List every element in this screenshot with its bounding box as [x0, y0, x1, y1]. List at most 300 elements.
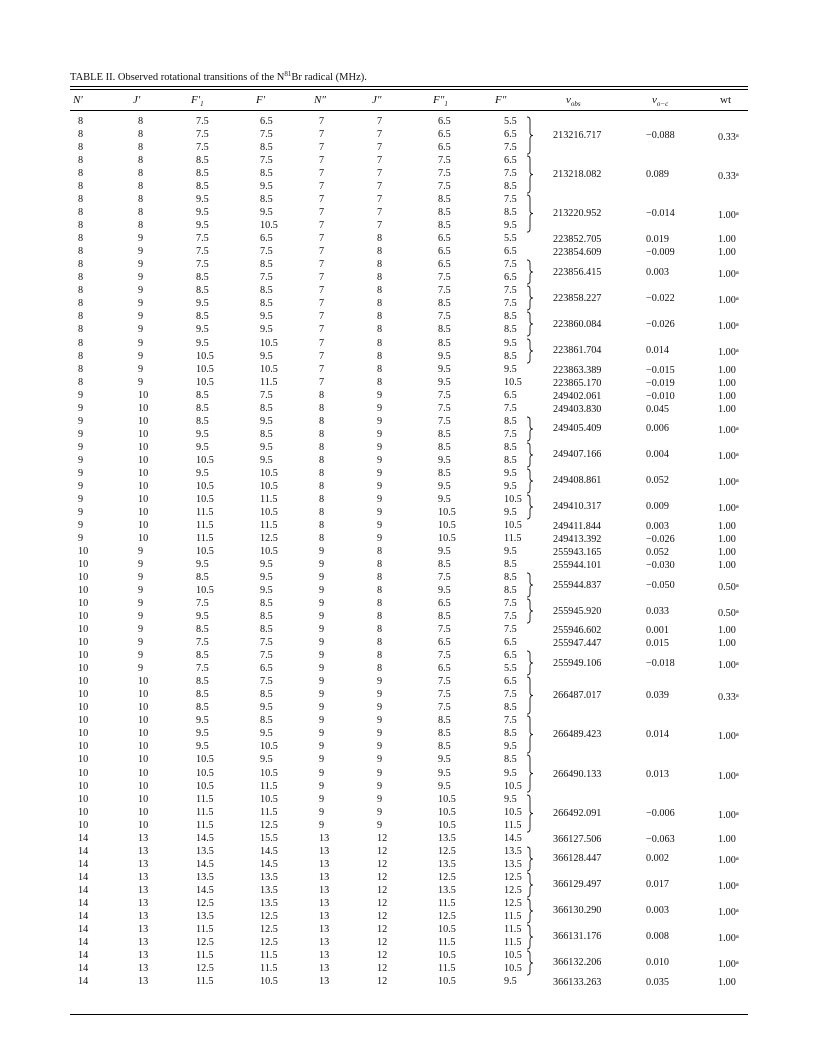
grouping-brace — [526, 339, 534, 363]
cell-f-lower: 9.5 — [504, 363, 517, 375]
cell-f1-upper: 7.5 — [196, 259, 209, 271]
cell-n-lower: 7 — [319, 272, 325, 284]
cell-n-lower: 8 — [319, 389, 325, 401]
cell-j-upper: 10 — [138, 441, 149, 453]
nu-obs-value: 266489.423 — [553, 729, 602, 741]
cell-f1-upper: 14.5 — [196, 858, 214, 870]
cell-j-upper: 13 — [138, 858, 149, 870]
cell-f1-lower: 9.5 — [438, 545, 451, 557]
cell-j-lower: 7 — [377, 194, 383, 206]
cell-n-lower: 13 — [319, 832, 330, 844]
cell-n-lower: 9 — [319, 793, 325, 805]
cell-n-upper: 14 — [78, 871, 89, 883]
grouping-brace — [526, 156, 534, 193]
table-row — [70, 741, 748, 752]
cell-f-lower: 8.5 — [504, 181, 517, 193]
cell-n-lower: 8 — [319, 480, 325, 492]
nu-o-c-value: 0.014 — [646, 345, 669, 357]
cell-f-upper: 9.5 — [260, 754, 273, 766]
cell-f-lower: 8.5 — [504, 311, 517, 323]
cell-f-upper: 8.5 — [260, 142, 273, 154]
nu-o-c-value: 0.010 — [646, 957, 669, 969]
cell-n-upper: 10 — [78, 572, 89, 584]
cell-f-upper: 11.5 — [260, 519, 278, 531]
cell-n-lower: 9 — [319, 611, 325, 623]
cell-f-upper: 9.5 — [260, 350, 273, 362]
cell-f-lower: 11.5 — [504, 923, 522, 935]
weight-value: 1.00 — [718, 560, 736, 572]
cell-f-upper: 8.5 — [260, 715, 273, 727]
nu-o-c-value: 0.014 — [646, 729, 669, 741]
cell-n-upper: 9 — [78, 506, 84, 518]
cell-f1-upper: 11.5 — [196, 506, 214, 518]
cell-f-lower: 8.5 — [504, 728, 517, 740]
cell-n-lower: 9 — [319, 806, 325, 818]
cell-f1-lower: 8.5 — [438, 611, 451, 623]
cell-f-upper: 11.5 — [260, 780, 278, 792]
cell-f1-upper: 13.5 — [196, 845, 214, 857]
cell-f-upper: 9.5 — [260, 324, 273, 336]
cell-j-upper: 8 — [138, 168, 144, 180]
weight-value: 1.00 — [718, 547, 736, 558]
cell-n-upper: 14 — [78, 884, 89, 896]
cell-j-upper: 13 — [138, 923, 149, 935]
nu-o-c-value: −0.015 — [646, 364, 675, 376]
header-j-upper: J′ — [133, 94, 141, 106]
nu-obs-value: 249405.409 — [553, 423, 602, 435]
footnote-mark: a — [735, 210, 739, 218]
cell-n-upper: 8 — [78, 246, 84, 258]
nu-obs-value: 255945.920 — [553, 605, 602, 617]
cell-j-upper: 10 — [138, 767, 149, 779]
cell-f1-upper: 9.5 — [196, 220, 209, 232]
nu-o-c-value: 0.033 — [646, 605, 669, 617]
cell-f1-upper: 7.5 — [196, 129, 209, 141]
cell-f-lower: 11.5 — [504, 936, 522, 948]
cell-j-lower: 8 — [377, 311, 383, 323]
footnote-mark: a — [735, 907, 739, 915]
cell-n-upper: 8 — [78, 376, 84, 388]
cell-f-upper: 6.5 — [260, 233, 273, 245]
cell-n-upper: 14 — [78, 845, 89, 857]
cell-n-lower: 7 — [319, 324, 325, 336]
cell-n-lower: 7 — [319, 233, 325, 245]
cell-f-lower: 7.5 — [504, 402, 517, 414]
cell-j-upper: 10 — [138, 715, 149, 727]
cell-n-upper: 10 — [78, 754, 89, 766]
cell-j-lower: 9 — [377, 389, 383, 401]
nu-obs-value: 213216.717 — [553, 130, 602, 142]
cell-f-lower: 9.5 — [504, 337, 517, 349]
bottom-rule — [70, 1014, 748, 1015]
cell-f-upper: 10.5 — [260, 767, 278, 779]
cell-f1-lower: 10.5 — [438, 923, 456, 935]
footnote-mark: a — [735, 425, 739, 433]
cell-j-upper: 9 — [138, 363, 144, 375]
grouping-brace — [526, 599, 534, 623]
weight-value: 1.00 — [718, 520, 736, 532]
cell-n-upper: 10 — [78, 624, 89, 636]
cell-j-lower: 12 — [377, 858, 388, 870]
nu-obs-value: 366128.447 — [553, 853, 602, 865]
cell-j-upper: 13 — [138, 936, 149, 948]
cell-f1-lower: 9.5 — [438, 454, 451, 466]
cell-f-upper: 9.5 — [260, 441, 273, 453]
cell-n-upper: 8 — [78, 324, 84, 336]
cell-f1-upper: 8.5 — [196, 311, 209, 323]
footnote-mark: a — [735, 268, 739, 276]
weight-value: 1.00$^a$ — [718, 477, 739, 489]
cell-n-lower: 9 — [319, 819, 325, 831]
nu-obs-value: 266492.091 — [553, 807, 602, 819]
cell-n-lower: 9 — [319, 663, 325, 675]
nu-o-c-value: 0.013 — [646, 768, 669, 780]
nu-obs-value: 213220.952 — [553, 208, 602, 220]
nu-o-c-value: 0.001 — [646, 625, 669, 637]
nu-obs-value: 366130.290 — [553, 905, 602, 917]
footnote-mark: a — [735, 770, 739, 778]
cell-n-upper: 9 — [78, 415, 84, 427]
nu-obs-value: 223863.389 — [553, 364, 602, 376]
cell-f1-upper: 10.5 — [196, 767, 214, 779]
cell-f1-lower: 6.5 — [438, 598, 451, 610]
cell-j-lower: 8 — [377, 324, 383, 336]
cell-j-lower: 12 — [377, 871, 388, 883]
grouping-brace — [526, 286, 534, 310]
table-row — [70, 220, 748, 231]
cell-j-lower: 9 — [377, 519, 383, 531]
cell-f1-upper: 7.5 — [196, 637, 209, 649]
cell-f-upper: 11.5 — [260, 493, 278, 505]
cell-n-lower: 9 — [319, 545, 325, 557]
header-n-upper: N′ — [73, 94, 83, 106]
footnote-mark: a — [735, 451, 739, 459]
cell-f1-lower: 10.5 — [438, 975, 456, 987]
cell-f-upper: 10.5 — [260, 506, 278, 518]
weight-value: 1.00$^a$ — [718, 503, 739, 515]
cell-n-upper: 10 — [78, 819, 89, 831]
cell-f1-upper: 12.5 — [196, 897, 214, 909]
footnote-mark: a — [735, 607, 739, 615]
caption-suffix: Br radical (MHz). — [291, 72, 367, 83]
cell-f-upper: 8.5 — [260, 298, 273, 310]
cell-n-upper: 14 — [78, 949, 89, 961]
cell-n-lower: 9 — [319, 585, 325, 597]
nu-o-c-value: 0.002 — [646, 853, 669, 865]
cell-n-lower: 13 — [319, 936, 330, 948]
cell-f-upper: 6.5 — [260, 116, 273, 127]
cell-j-lower: 9 — [377, 454, 383, 466]
cell-f1-upper: 10.5 — [196, 376, 214, 388]
weight-value: 1.00$^a$ — [718, 347, 739, 359]
cell-f-lower: 9.5 — [504, 480, 517, 492]
cell-n-upper: 8 — [78, 337, 84, 349]
cell-f1-upper: 8.5 — [196, 181, 209, 193]
nu-o-c-value: −0.026 — [646, 318, 675, 330]
cell-f-lower: 10.5 — [504, 493, 522, 505]
cell-f-upper: 9.5 — [260, 585, 273, 597]
cell-j-lower: 9 — [377, 493, 383, 505]
weight-value: 1.00 — [718, 638, 736, 650]
header-f-lower: F″ — [495, 94, 507, 106]
cell-f1-upper: 10.5 — [196, 363, 214, 375]
cell-f1-lower: 13.5 — [438, 858, 456, 870]
cell-f1-lower: 12.5 — [438, 845, 456, 857]
header-wt: wt — [720, 94, 731, 106]
nu-o-c-value: −0.088 — [646, 130, 675, 142]
cell-n-lower: 8 — [319, 519, 325, 531]
cell-n-lower: 9 — [319, 780, 325, 792]
cell-f1-lower: 9.5 — [438, 363, 451, 375]
cell-j-lower: 7 — [377, 116, 383, 127]
cell-f-upper: 10.5 — [260, 337, 278, 349]
nu-obs-value: 249410.317 — [553, 501, 602, 513]
cell-j-lower: 9 — [377, 402, 383, 414]
cell-n-upper: 9 — [78, 428, 84, 440]
cell-f-lower: 7.5 — [504, 298, 517, 310]
weight-value: 1.00$^a$ — [718, 881, 739, 893]
weight-value: 1.00 — [718, 234, 736, 246]
cell-j-upper: 9 — [138, 233, 144, 245]
cell-n-lower: 9 — [319, 702, 325, 714]
cell-f1-lower: 8.5 — [438, 428, 451, 440]
cell-n-upper: 9 — [78, 480, 84, 492]
cell-j-upper: 10 — [138, 480, 149, 492]
cell-f-upper: 10.5 — [260, 545, 278, 557]
cell-f-upper: 10.5 — [260, 741, 278, 753]
footnote-mark: a — [735, 933, 739, 941]
cell-j-lower: 8 — [377, 663, 383, 675]
cell-f-lower: 11.5 — [504, 910, 522, 922]
cell-f-upper: 8.5 — [260, 285, 273, 297]
cell-f1-lower: 7.5 — [438, 415, 451, 427]
nu-o-c-value: 0.004 — [646, 449, 669, 461]
grouping-brace — [526, 755, 534, 792]
cell-j-lower: 8 — [377, 598, 383, 610]
cell-j-upper: 8 — [138, 116, 144, 127]
cell-f1-upper: 8.5 — [196, 168, 209, 180]
nu-o-c-value: 0.008 — [646, 931, 669, 943]
cell-f1-upper: 11.5 — [196, 923, 214, 935]
cell-f-upper: 14.5 — [260, 845, 278, 857]
cell-j-upper: 9 — [138, 337, 144, 349]
cell-j-upper: 9 — [138, 545, 144, 557]
cell-j-upper: 13 — [138, 832, 149, 844]
cell-n-lower: 9 — [319, 676, 325, 688]
cell-f1-upper: 10.5 — [196, 493, 214, 505]
cell-j-lower: 12 — [377, 975, 388, 987]
cell-n-lower: 7 — [319, 259, 325, 271]
nu-obs-value: 255947.447 — [553, 638, 602, 650]
caption-prefix: TABLE II. Observed rotational transitions of the N — [70, 72, 285, 83]
cell-j-upper: 10 — [138, 389, 149, 401]
cell-f-upper: 13.5 — [260, 897, 278, 909]
nu-obs-value: 366129.497 — [553, 879, 602, 891]
cell-j-upper: 8 — [138, 207, 144, 219]
cell-f-lower: 8.5 — [504, 207, 517, 219]
cell-j-upper: 10 — [138, 506, 149, 518]
cell-f-lower: 12.5 — [504, 884, 522, 896]
nu-o-c-value: −0.014 — [646, 208, 675, 220]
cell-f1-lower: 7.5 — [438, 168, 451, 180]
footnote-mark: a — [735, 347, 739, 355]
cell-f1-upper: 8.5 — [196, 572, 209, 584]
cell-j-lower: 9 — [377, 715, 383, 727]
grouping-brace — [526, 899, 534, 923]
nu-o-c-value: 0.089 — [646, 169, 669, 181]
cell-n-upper: 8 — [78, 142, 84, 154]
cell-j-upper: 8 — [138, 194, 144, 206]
cell-n-lower: 9 — [319, 689, 325, 701]
cell-f-lower: 7.5 — [504, 194, 517, 206]
cell-n-lower: 9 — [319, 650, 325, 662]
cell-f-lower: 8.5 — [504, 441, 517, 453]
cell-j-lower: 8 — [377, 233, 383, 245]
cell-f-upper: 13.5 — [260, 884, 278, 896]
cell-f1-upper: 11.5 — [196, 819, 214, 831]
cell-j-lower: 12 — [377, 949, 388, 961]
cell-j-upper: 10 — [138, 806, 149, 818]
cell-f1-lower: 7.5 — [438, 689, 451, 701]
nu-obs-value: 266487.017 — [553, 690, 602, 702]
cell-f-upper: 7.5 — [260, 637, 273, 649]
cell-f1-upper: 7.5 — [196, 116, 209, 127]
cell-n-upper: 9 — [78, 532, 84, 544]
nu-obs-value: 223858.227 — [553, 292, 602, 304]
cell-f1-lower: 8.5 — [438, 741, 451, 753]
cell-f-lower: 7.5 — [504, 611, 517, 623]
nu-obs-value: 223865.170 — [553, 377, 602, 389]
header-rule — [70, 110, 748, 111]
table-row — [70, 676, 748, 687]
cell-f-lower: 8.5 — [504, 702, 517, 714]
cell-j-upper: 13 — [138, 949, 149, 961]
weight-value: 1.00$^a$ — [718, 959, 739, 971]
footnote-mark: a — [735, 294, 739, 302]
cell-j-lower: 9 — [377, 532, 383, 544]
cell-n-lower: 7 — [319, 155, 325, 167]
cell-f1-lower: 8.5 — [438, 559, 451, 571]
cell-n-upper: 8 — [78, 350, 84, 362]
cell-f1-lower: 8.5 — [438, 467, 451, 479]
cell-f-upper: 10.5 — [260, 975, 278, 987]
nu-o-c-value: 0.015 — [646, 638, 669, 650]
cell-f1-upper: 11.5 — [196, 532, 214, 544]
cell-f-lower: 13.5 — [504, 845, 522, 857]
cell-f-lower: 6.5 — [504, 650, 517, 662]
grouping-brace — [526, 495, 534, 519]
cell-n-upper: 14 — [78, 936, 89, 948]
cell-f1-upper: 9.5 — [196, 194, 209, 206]
cell-f1-lower: 9.5 — [438, 493, 451, 505]
cell-f-lower: 9.5 — [504, 545, 517, 557]
cell-f1-upper: 11.5 — [196, 949, 214, 961]
cell-f-upper: 9.5 — [260, 454, 273, 466]
nu-obs-value: 249408.861 — [553, 475, 602, 487]
cell-f1-lower: 10.5 — [438, 793, 456, 805]
cell-n-upper: 8 — [78, 207, 84, 219]
cell-j-upper: 10 — [138, 819, 149, 831]
nu-obs-value: 255943.165 — [553, 547, 602, 558]
cell-f1-upper: 8.5 — [196, 155, 209, 167]
cell-j-lower: 8 — [377, 272, 383, 284]
table-row — [70, 715, 748, 726]
footnote-mark: a — [735, 171, 739, 179]
cell-j-upper: 8 — [138, 129, 144, 141]
nu-o-c-value: −0.026 — [646, 533, 675, 545]
cell-n-lower: 13 — [319, 858, 330, 870]
cell-j-lower: 9 — [377, 793, 383, 805]
cell-f1-lower: 12.5 — [438, 910, 456, 922]
cell-n-upper: 9 — [78, 389, 84, 401]
cell-n-upper: 10 — [78, 741, 89, 753]
cell-f1-upper: 10.5 — [196, 585, 214, 597]
cell-f1-lower: 7.5 — [438, 155, 451, 167]
nu-o-c-value: 0.052 — [646, 547, 669, 558]
cell-j-lower: 9 — [377, 467, 383, 479]
cell-f-lower: 8.5 — [504, 454, 517, 466]
cell-f-upper: 8.5 — [260, 624, 273, 636]
cell-f-upper: 11.5 — [260, 962, 278, 974]
cell-n-lower: 7 — [319, 363, 325, 375]
cell-j-upper: 9 — [138, 585, 144, 597]
cell-n-upper: 9 — [78, 402, 84, 414]
cell-f-lower: 7.5 — [504, 624, 517, 636]
cell-f-lower: 8.5 — [504, 585, 517, 597]
cell-f1-upper: 9.5 — [196, 741, 209, 753]
cell-f1-upper: 11.5 — [196, 793, 214, 805]
table-row — [70, 181, 748, 192]
cell-n-upper: 10 — [78, 650, 89, 662]
cell-f1-lower: 9.5 — [438, 780, 451, 792]
cell-f1-upper: 10.5 — [196, 780, 214, 792]
weight-value: 0.33$^a$ — [718, 132, 739, 144]
cell-j-lower: 9 — [377, 689, 383, 701]
grouping-brace — [526, 651, 534, 675]
cell-f1-lower: 7.5 — [438, 676, 451, 688]
cell-f-lower: 10.5 — [504, 949, 522, 961]
cell-n-lower: 7 — [319, 311, 325, 323]
cell-f1-lower: 10.5 — [438, 949, 456, 961]
cell-j-upper: 10 — [138, 454, 149, 466]
cell-n-lower: 7 — [319, 142, 325, 154]
cell-j-upper: 13 — [138, 910, 149, 922]
cell-f-upper: 9.5 — [260, 559, 273, 571]
cell-f1-lower: 6.5 — [438, 663, 451, 675]
weight-value: 1.00$^a$ — [718, 809, 739, 821]
cell-j-upper: 9 — [138, 272, 144, 284]
cell-j-lower: 12 — [377, 923, 388, 935]
cell-j-lower: 7 — [377, 142, 383, 154]
cell-j-lower: 9 — [377, 819, 383, 831]
cell-f1-lower: 6.5 — [438, 129, 451, 141]
cell-f1-lower: 8.5 — [438, 220, 451, 232]
cell-f1-upper: 8.5 — [196, 702, 209, 714]
cell-j-upper: 9 — [138, 663, 144, 675]
cell-n-upper: 10 — [78, 637, 89, 649]
cell-f1-upper: 12.5 — [196, 936, 214, 948]
cell-j-lower: 8 — [377, 637, 383, 649]
cell-n-lower: 7 — [319, 168, 325, 180]
nu-obs-value: 213218.082 — [553, 169, 602, 181]
cell-f-upper: 9.5 — [260, 702, 273, 714]
cell-j-lower: 7 — [377, 129, 383, 141]
cell-f-lower: 6.5 — [504, 389, 517, 401]
cell-n-upper: 10 — [78, 767, 89, 779]
cell-f-lower: 9.5 — [504, 467, 517, 479]
cell-j-lower: 9 — [377, 702, 383, 714]
nu-o-c-value: −0.030 — [646, 560, 675, 572]
